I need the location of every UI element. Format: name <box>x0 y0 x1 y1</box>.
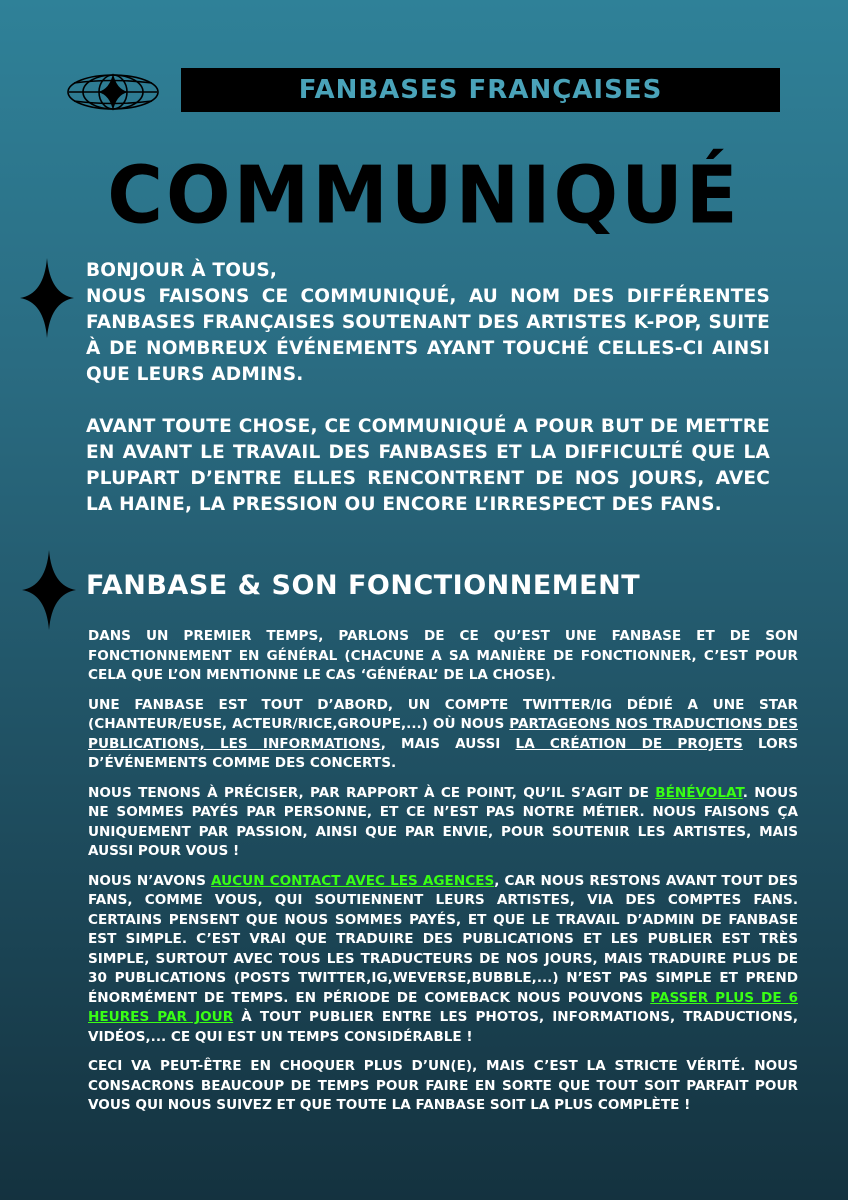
sparkle-star-icon <box>20 258 74 338</box>
sparkle-star-icon <box>22 550 76 630</box>
intro-text <box>86 258 770 544</box>
intro-paragraph-1: BONJOUR À TOUS, NOUS FAISONS CE COMMUNIQUÉ, AU NOM DES DIFFÉRENTES FANBASES FRANÇAISES SOUTENANT DES ARTISTES K-POP, SUITE À DE NOMBREUX ÉVÉNEMENTS AYANT TOUCHÉ CELLES-CI AINSI QUE LEURS ADMINS. <box>86 260 770 385</box>
body-paragraph-4: NOUS N’AVONS AUCUN CONTACT AVEC LES AGENCES, CAR NOUS RESTONS AVANT TOUT DES FANS, COMME VOUS, QUI SOUTIENNENT LEURS ARTISTES, VIA DES COMPTES FANS. CERTAINS PENSENT QUE NOUS SOMMES PAYÉS, ET QUE LE TRAVAIL D’ADMIN DE FANBASE EST SIMPLE. C’EST VRAI QUE TRADUIRE DES PUBLICATIONS ET LES PUBLIER EST TRÈS SIMPLE, SURTOUT AVEC TOUS LES TRADUCTEURS DE NOS JOURS, MAIS TRADUIRE PLUS DE 30 PUBLICATIONS (POSTS TWITTER,IG,WEVERSE,BUBBLE,...) N’EST PAS SIMPLE ET PREND ÉNORMÉMENT DE TEMPS. EN PÉRIODE DE COMEBACK NOUS POUVONS PASSER PLUS DE 6 HEURES PAR JOUR À TOUT PUBLIER ENTRE LES PHOTOS, INFORMATIONS, TRADUCTIONS, VIDÉOS,... CE QUI EST UN TEMPS CONSIDÉRABLE ! <box>88 872 799 1045</box>
greeting: BONJOUR À TOUS, <box>86 260 278 281</box>
banner <box>181 68 780 112</box>
section-title: FANBASE & SON FONCTIONNEMENT <box>86 570 641 601</box>
underlined-text: LA CRÉATION DE PROJETS <box>515 735 743 752</box>
globe-star-icon <box>66 72 160 112</box>
body-paragraph-5: CECI VA PEUT-ÊTRE EN CHOQUER PLUS D’UN(E), MAIS C’EST LA STRICTE VÉRITÉ. NOUS CONSACRONS BEAUCOUP DE TEMPS POUR FAIRE EN SORTE QUE TOUT SOIT PARFAIT POUR VOUS QUI NOUS SUIVEZ ET QUE TOUTE LA FANBASE SOIT LA PLUS COMPLÈTE ! <box>88 1058 798 1113</box>
page-title: COMMUNIQUÉ <box>107 147 741 242</box>
body-paragraph-3: NOUS TENONS À PRÉCISER, PAR RAPPORT À CE POINT, QU’IL S’AGIT DE BÉNÉVOLAT. NOUS NE SOMMES PAYÉS PAR PERSONNE, ET CE N’EST PAS NOTRE MÉTIER. NOUS FAISONS ÇA UNIQUEMENT PAR PASSION, AINSI QUE PAR ENVIE, POUR SOUTENIR LES ARTISTES, MAIS AUSSI POUR VOUS ! <box>88 784 798 859</box>
underlined-text: PARTAGEONS NOS TRADUCTIONS DES PUBLICATIONS, LES INFORMATIONS <box>88 716 798 752</box>
highlight-text: BÉNÉVOLAT <box>655 784 743 801</box>
intro-paragraph-2: AVANT TOUTE CHOSE, CE COMMUNIQUÉ A POUR BUT DE METTRE EN AVANT LE TRAVAIL DES FANBASES ET LA DIFFICULTÉ QUE LA PLUPART D’ENTRE ELLES RENCONTRENT DE NOS JOURS, AVEC LA HAINE, LA PRESSION OU ENCORE L’IRRESPECT DES FANS. <box>86 416 770 515</box>
highlight-text: PASSER PLUS DE 6 HEURES PAR JOUR <box>88 989 799 1025</box>
body-paragraph-1: DANS UN PREMIER TEMPS, PARLONS DE CE QU’EST UNE FANBASE ET DE SON FONCTIONNEMENT EN GÉNÉRAL (CHACUNE A SA MANIÈRE DE FONCTIONNER, C’EST POUR CELA QUE L’ON MENTIONNE LE CAS ‘GÉNÉRAL’ DE LA CHOSE). <box>88 628 798 683</box>
highlight-text: AUCUN CONTACT AVEC LES AGENCES <box>211 872 495 889</box>
body-paragraph-2: UNE FANBASE EST TOUT D’ABORD, UN COMPTE TWITTER/IG DÉDIÉ A UNE STAR (CHANTEUR/EUSE, ACTEUR/RICE,GROUPE,...) OÙ NOUS PARTAGEONS NOS TRADUCTIONS DES PUBLICATIONS, LES INFORMATIONS, MAIS AUSSI LA CRÉATION DE PROJETS LORS D’ÉVÉNEMENTS COMME DES CONCERTS. <box>88 696 798 771</box>
banner-title: FANBASES FRANÇAISES <box>298 75 663 105</box>
section-body <box>88 627 798 1126</box>
